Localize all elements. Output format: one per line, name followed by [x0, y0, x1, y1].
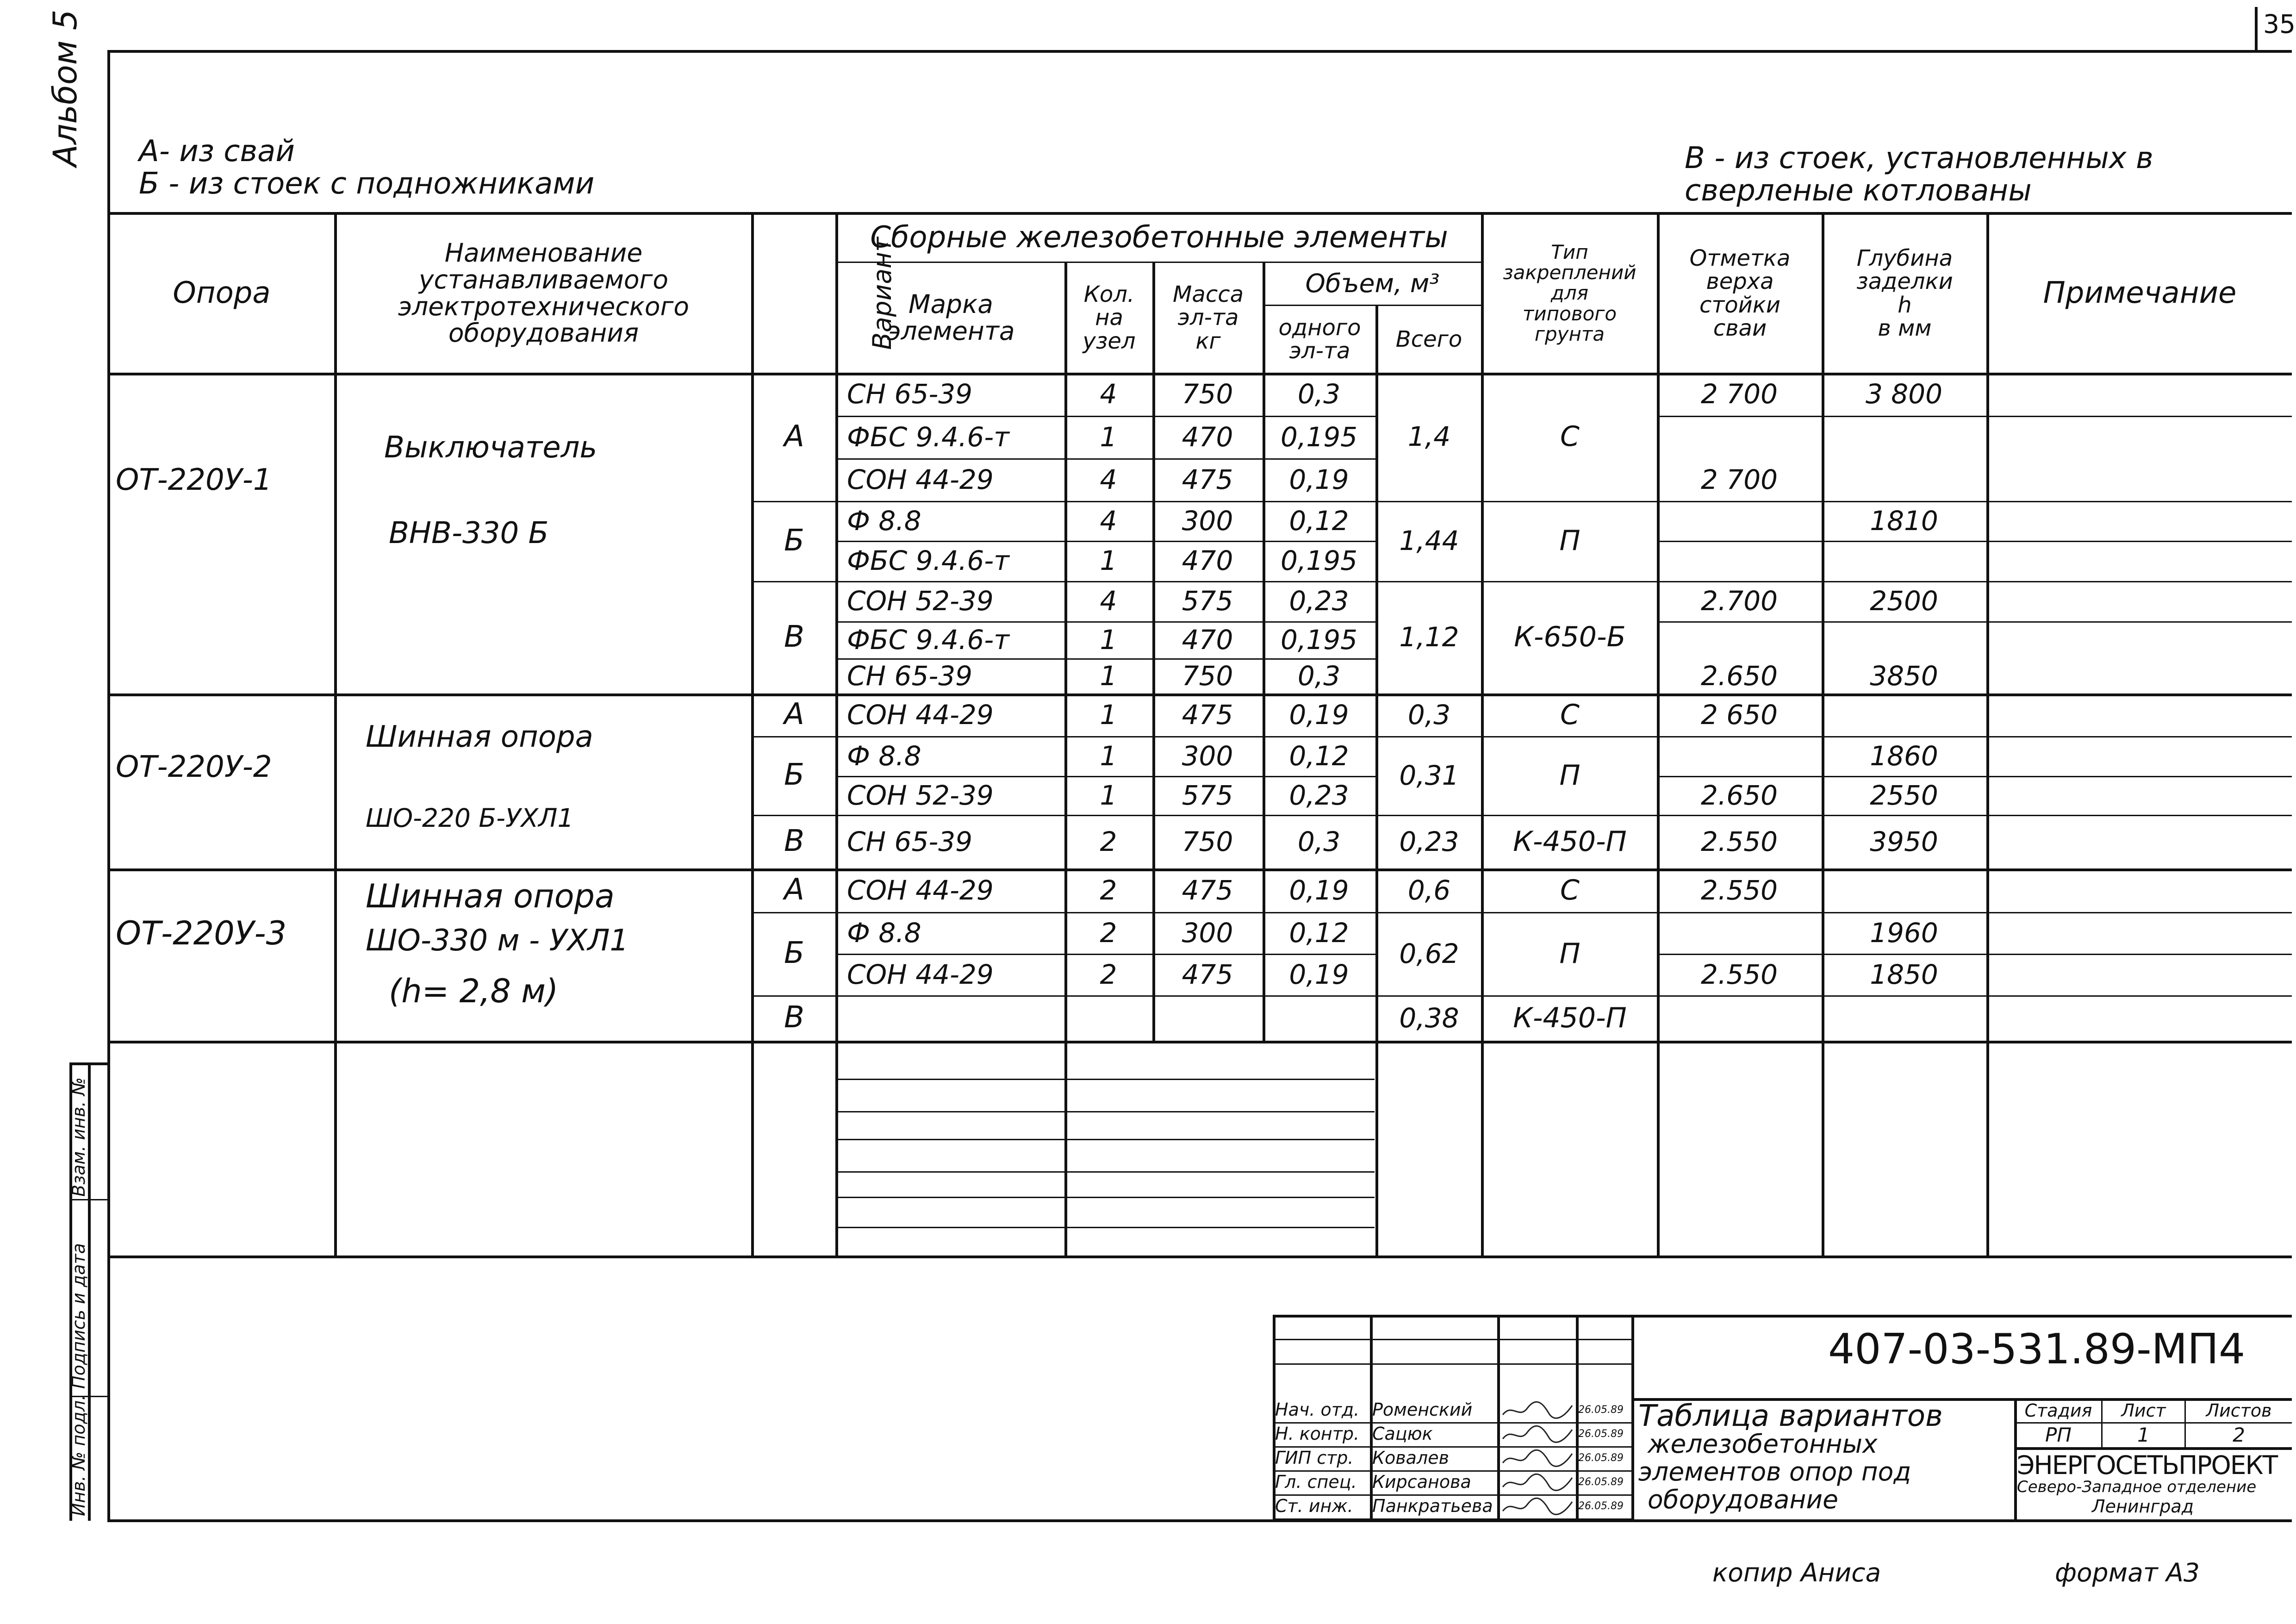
header-obem: Объем, м³	[1305, 269, 1440, 299]
signature-name: Ковалев	[1372, 1448, 1449, 1468]
equipment-name-1a: Выключатель	[384, 431, 597, 465]
variant-label: Б	[784, 523, 804, 558]
cell-marka: СОН 44-29	[847, 958, 994, 990]
document-title-4: оборудование	[1648, 1485, 1839, 1514]
side-stamp-inv-podl: Инв. № подл.	[68, 1394, 89, 1516]
document-title-3: элементов опор под	[1638, 1457, 1911, 1487]
variant-label: А	[784, 873, 804, 907]
cell-glubina: 3850	[1870, 660, 1938, 692]
level-row-line	[1657, 621, 2292, 623]
empty-row-line	[838, 1111, 1375, 1112]
cell-massa: 475	[1182, 699, 1233, 731]
signature-date: 26.05.89	[1578, 1500, 1624, 1512]
cell-glubina: 2550	[1870, 779, 1938, 811]
cell-glubina: 3 800	[1865, 378, 1943, 410]
variant-vsego: 0,6	[1407, 874, 1451, 906]
cell-kol: 1	[1100, 740, 1117, 772]
titleblock-org-line	[2014, 1447, 2292, 1450]
cell-odnogo: 0,23	[1289, 585, 1349, 617]
cell-odnogo: 0,23	[1289, 779, 1349, 811]
empty-row-line	[838, 1079, 1375, 1080]
cell-kol: 2	[1100, 917, 1117, 949]
variant-label: Б	[784, 758, 804, 793]
cell-otmetka: 2 700	[1700, 378, 1778, 410]
titleblock-div-1	[1370, 1315, 1373, 1519]
album-label: Альбом 5	[46, 9, 84, 167]
cell-odnogo: 0,12	[1289, 505, 1349, 537]
variant-tip: С	[1560, 420, 1580, 453]
empty-row-line	[838, 1227, 1375, 1228]
titleblock-top	[1273, 1315, 2292, 1318]
empty-row-line	[838, 1171, 1375, 1173]
empty-row-line	[838, 1197, 1375, 1198]
cell-massa: 575	[1182, 585, 1233, 617]
cell-odnogo: 0,3	[1297, 378, 1341, 410]
cell-massa: 750	[1182, 378, 1233, 410]
legend-a: А- из свай	[139, 134, 295, 169]
stage-header: Стадия	[2024, 1400, 2092, 1421]
cell-marka: СН 65-39	[847, 660, 973, 692]
titleblock-div-4	[1631, 1315, 1634, 1519]
signature-role: ГИП стр.	[1275, 1448, 1354, 1468]
variant-vsego: 0,31	[1399, 759, 1459, 791]
level-row-line	[1657, 416, 2292, 417]
cell-glubina: 3950	[1870, 825, 1938, 857]
cell-marka: СОН 44-29	[847, 699, 994, 731]
signature-role: Гл. спец.	[1275, 1472, 1357, 1493]
cell-marka: СОН 52-39	[847, 585, 994, 617]
variant-tip: П	[1559, 759, 1580, 792]
cell-glubina: 1810	[1870, 505, 1938, 537]
cell-massa: 750	[1182, 825, 1233, 857]
variant-label: В	[784, 1000, 804, 1035]
cell-odnogo: 0,19	[1289, 463, 1349, 495]
cell-odnogo: 0,19	[1289, 874, 1349, 906]
document-title-1: Таблица вариантов	[1638, 1399, 1943, 1433]
signature-scribble-icon	[1500, 1471, 1574, 1493]
header-massa: Масса эл-та кг	[1172, 281, 1244, 354]
signature-scribble-icon	[1500, 1399, 1574, 1421]
signature-scribble-icon	[1500, 1495, 1574, 1518]
cell-marka: Ф 8.8	[847, 505, 921, 537]
cell-otmetka: 2.550	[1700, 958, 1778, 990]
cell-glubina: 1850	[1870, 958, 1938, 990]
cell-odnogo: 0,19	[1289, 699, 1349, 731]
opora-ot-220u-3: ОТ-220У-3	[116, 914, 287, 952]
cell-massa: 470	[1182, 545, 1233, 577]
side-stamp-podpis: Подпись и дата	[68, 1243, 89, 1389]
cell-glubina: 1960	[1870, 917, 1938, 949]
header-kol: Кол. на узел	[1083, 281, 1136, 354]
header-variant: Вариант	[867, 237, 897, 350]
opora-ot-220u-2: ОТ-220У-2	[116, 750, 272, 784]
cell-marka: СН 65-39	[847, 825, 973, 857]
variant-label: В	[784, 824, 804, 859]
footer-copied: копир Аниса	[1712, 1558, 1881, 1587]
cell-kol: 4	[1100, 378, 1117, 410]
sheets-value: 2	[2233, 1424, 2245, 1447]
variant-vsego: 0,23	[1399, 825, 1459, 857]
side-stamp-div1	[69, 1199, 107, 1200]
level-row-line	[1657, 995, 2292, 997]
cell-kol: 4	[1100, 463, 1117, 495]
cell-otmetka: 2.550	[1700, 825, 1778, 857]
variant-vsego: 1,12	[1399, 621, 1459, 653]
group3-bottom-line	[107, 1041, 2292, 1043]
sheet-number: 35	[2263, 9, 2296, 39]
equipment-name-3b: ШО-330 м - УХЛ1	[366, 924, 629, 958]
header-odnogo: одного эл-та	[1278, 314, 1361, 364]
signature-name: Кирсанова	[1372, 1472, 1471, 1493]
equipment-name-3a: Шинная опора	[366, 877, 615, 915]
cell-otmetka: 2.700	[1700, 585, 1778, 617]
table-bottom-line	[107, 1255, 2292, 1258]
cell-odnogo: 0,3	[1297, 660, 1341, 692]
header-tip: Тип закреплений для типового грунта	[1503, 241, 1636, 345]
footer-format: формат А3	[2055, 1558, 2200, 1587]
cell-massa: 470	[1182, 624, 1233, 656]
cell-odnogo: 0,12	[1289, 740, 1349, 772]
cell-kol: 2	[1100, 874, 1117, 906]
signature-role: Н. контр.	[1275, 1424, 1360, 1444]
variant-label: В	[784, 619, 804, 654]
sheet-value: 1	[2137, 1424, 2150, 1447]
cell-kol: 4	[1100, 585, 1117, 617]
cell-marka: ФБС 9.4.6-т	[847, 624, 1009, 656]
organization-name: ЭНЕРГОСЕТЬПРОЕКТ	[2017, 1450, 2277, 1480]
titleblock-div-3	[1576, 1315, 1579, 1519]
cell-odnogo: 0,195	[1280, 624, 1358, 656]
stage-value: РП	[2045, 1424, 2072, 1447]
cell-marka: СОН 44-29	[847, 463, 994, 495]
variant-tip: К-450-П	[1513, 825, 1627, 858]
cell-massa: 300	[1182, 740, 1233, 772]
signature-date: 26.05.89	[1578, 1476, 1624, 1488]
variant-tip: К-450-П	[1513, 1001, 1627, 1034]
cell-marka: Ф 8.8	[847, 917, 921, 949]
cell-kol: 1	[1100, 545, 1117, 577]
cell-massa: 300	[1182, 505, 1233, 537]
cell-odnogo: 0,3	[1297, 825, 1341, 857]
titleblock-div-2	[1497, 1315, 1500, 1519]
header-marka: Марка элемента	[887, 289, 1015, 346]
signature-role: Ст. инж.	[1275, 1496, 1353, 1517]
cell-kol: 1	[1100, 699, 1117, 731]
header-group: Сборные железобетонные элементы	[870, 220, 1448, 255]
variant-vsego: 0,38	[1399, 1002, 1459, 1034]
cell-marka: СН 65-39	[847, 378, 973, 410]
equipment-name-1b: ВНВ-330 Б	[389, 516, 549, 550]
cell-kol: 1	[1100, 624, 1117, 656]
cell-otmetka: 2 700	[1700, 463, 1778, 495]
organization-subdivision: Северо-Западное отделение	[2017, 1478, 2257, 1496]
variant-tip: С	[1560, 874, 1580, 906]
document-title-2: железобетонных	[1648, 1429, 1878, 1459]
cell-massa: 475	[1182, 874, 1233, 906]
signature-date: 26.05.89	[1578, 1404, 1624, 1416]
legend-v-line1: В - из стоек, установленных в	[1685, 141, 2153, 175]
cell-glubina: 1860	[1870, 740, 1938, 772]
level-row-line	[1657, 541, 2292, 542]
cell-marka: Ф 8.8	[847, 740, 921, 772]
cell-kol: 2	[1100, 825, 1117, 857]
variant-vsego: 0,3	[1407, 699, 1451, 731]
titleblock-left	[1273, 1315, 1276, 1519]
cell-odnogo: 0,195	[1280, 545, 1358, 577]
cell-marka: ФБС 9.4.6-т	[847, 421, 1009, 453]
variant-label: А	[784, 697, 804, 732]
cell-massa: 475	[1182, 958, 1233, 990]
organization-city: Ленинград	[2092, 1496, 2194, 1517]
signature-name: Панкратьева	[1372, 1496, 1493, 1517]
cell-otmetka: 2 650	[1700, 699, 1778, 731]
cell-odnogo: 0,195	[1280, 421, 1358, 453]
opora-ot-220u-1: ОТ-220У-1	[116, 463, 272, 497]
variant-vsego: 1,44	[1399, 525, 1459, 557]
side-stamp-vzam: Взам. инв. №	[68, 1077, 89, 1197]
variant-vsego: 1,4	[1407, 421, 1451, 453]
signature-role: Нач. отд.	[1275, 1399, 1360, 1420]
empty-row-line	[838, 1139, 1375, 1140]
frame-bottom	[107, 1519, 2292, 1522]
cell-marka: СОН 44-29	[847, 874, 994, 906]
header-glubina: Глубина заделки h в мм	[1856, 245, 1953, 341]
equipment-name-3c: (h= 2,8 м)	[389, 972, 559, 1010]
cell-kol: 2	[1100, 958, 1117, 990]
cell-massa: 470	[1182, 421, 1233, 453]
cell-glubina: 2500	[1870, 585, 1938, 617]
sheet-header: Лист	[2121, 1400, 2166, 1421]
cell-massa: 575	[1182, 779, 1233, 811]
cell-massa: 475	[1182, 463, 1233, 495]
variant-tip: П	[1559, 937, 1580, 970]
header-opora: Опора	[173, 275, 271, 310]
cell-otmetka: 2.650	[1700, 660, 1778, 692]
cell-kol: 1	[1100, 660, 1117, 692]
cell-otmetka: 2.650	[1700, 779, 1778, 811]
document-number: 407-03-531.89-МП4	[1828, 1325, 2246, 1374]
equipment-name-2b: ШО-220 Б-УХЛ1	[366, 803, 574, 833]
cell-marka: СОН 52-39	[847, 779, 994, 811]
variant-tip: К-650-Б	[1514, 621, 1626, 653]
signature-date: 26.05.89	[1578, 1452, 1624, 1464]
row-line	[1064, 995, 1375, 997]
header-name: Наименование устанавливаемого электротехнического оборудования	[398, 238, 690, 348]
signature-date: 26.05.89	[1578, 1428, 1624, 1440]
sheets-header: Листов	[2206, 1400, 2272, 1421]
header-primechanie: Примечание	[2043, 275, 2237, 310]
variant-vsego: 0,62	[1399, 937, 1459, 969]
variant-label: Б	[784, 936, 804, 971]
cell-marka: ФБС 9.4.6-т	[847, 545, 1009, 577]
frame-top	[107, 50, 2292, 53]
equipment-name-2a: Шинная опора	[366, 720, 593, 754]
signature-name: Роменский	[1372, 1399, 1473, 1420]
variant-tip: П	[1559, 525, 1580, 557]
variant-tip: С	[1560, 698, 1580, 731]
signature-scribble-icon	[1500, 1423, 1574, 1445]
cell-massa: 750	[1182, 660, 1233, 692]
cell-massa: 300	[1182, 917, 1233, 949]
cell-otmetka: 2.550	[1700, 874, 1778, 906]
legend-v-line2: сверленые котлованы	[1685, 174, 2032, 208]
sheet-number-tick	[2255, 7, 2258, 51]
marka-row-line	[835, 995, 1064, 997]
signature-scribble-icon	[1500, 1447, 1574, 1469]
cell-odnogo: 0,12	[1289, 917, 1349, 949]
header-otmetka: Отметка верха стойки сваи	[1689, 245, 1791, 341]
variant-label: А	[784, 419, 804, 454]
cell-kol: 4	[1100, 505, 1117, 537]
cell-kol: 1	[1100, 779, 1117, 811]
signature-name: Сацюк	[1372, 1424, 1433, 1444]
cell-kol: 1	[1100, 421, 1117, 453]
legend-b: Б - из стоек с подножниками	[139, 167, 595, 201]
header-vsego: Всего	[1395, 326, 1462, 352]
cell-odnogo: 0,19	[1289, 958, 1349, 990]
